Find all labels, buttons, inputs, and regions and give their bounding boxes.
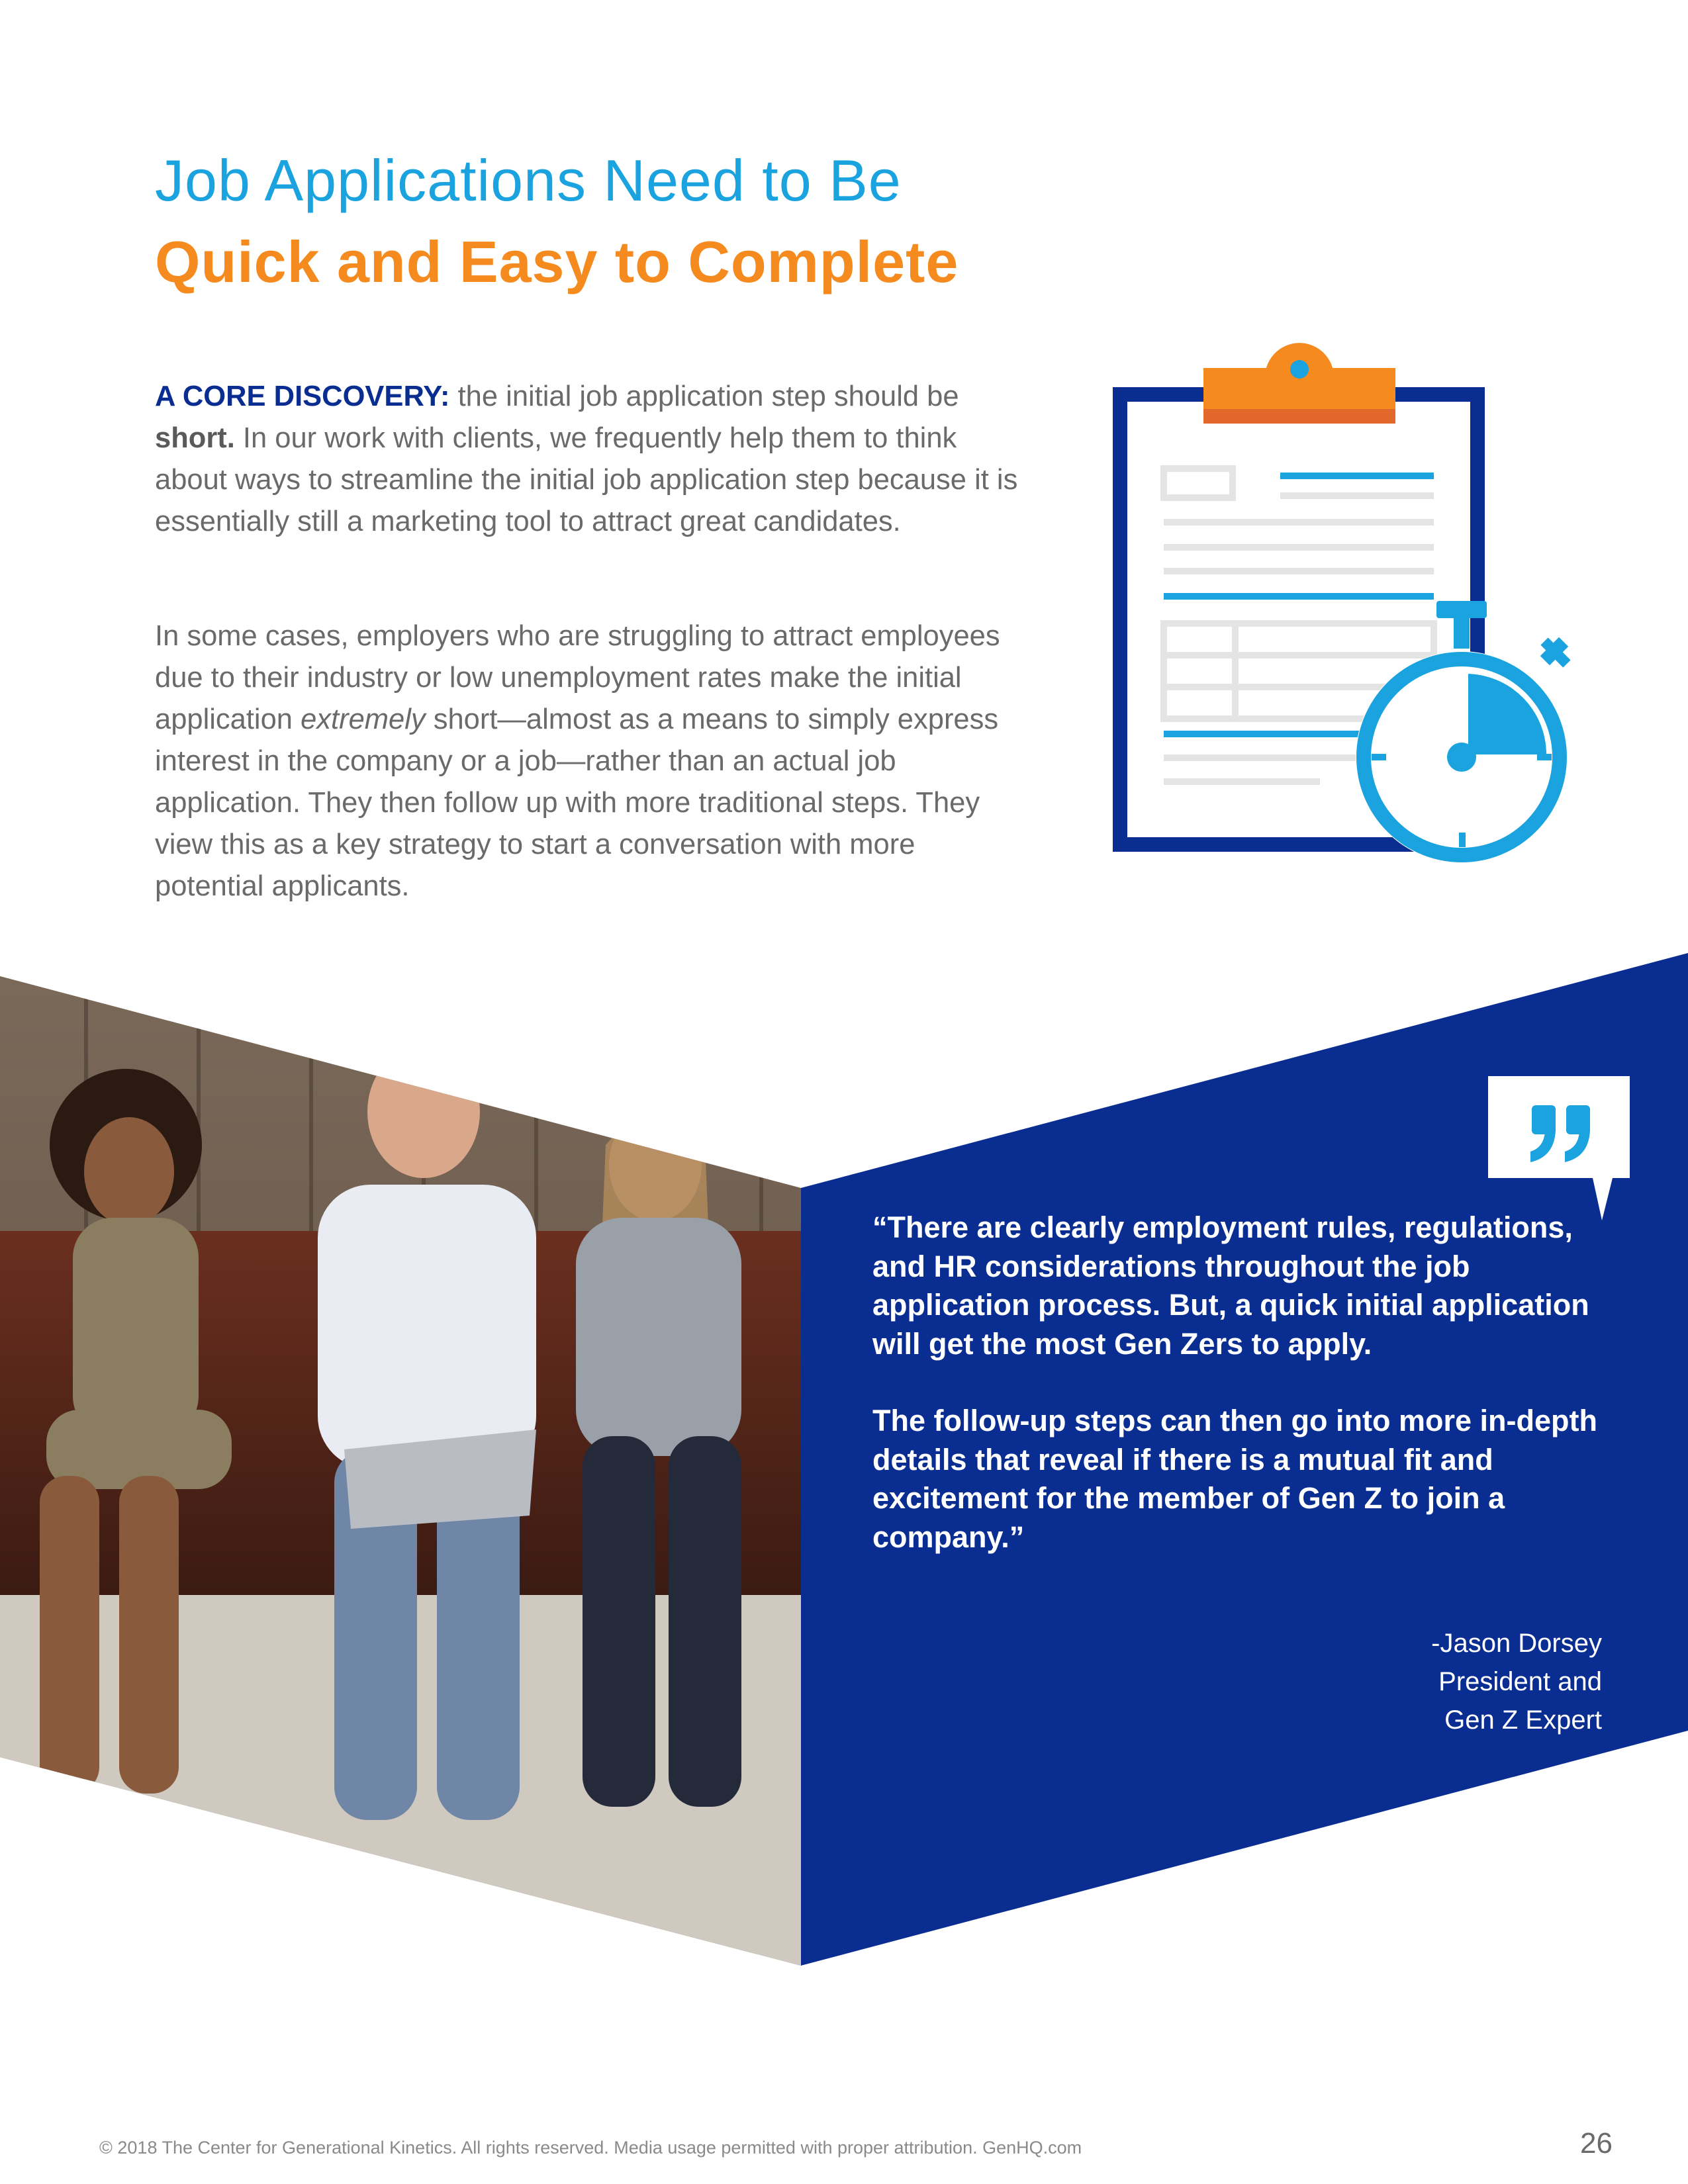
core-discovery-label: A CORE DISCOVERY:	[155, 381, 450, 412]
page-title-line-2: Quick and Easy to Complete	[155, 229, 959, 295]
page-title-line-1: Job Applications Need to Be	[155, 148, 902, 213]
quote-paragraph-2: The follow-up steps can then go into more in-depth details that reveal if there is a mutual fit and excitement for the member of Gen Z to join a company.”	[872, 1404, 1597, 1554]
quote-block	[872, 1208, 1614, 1595]
body-paragraph-2	[155, 615, 1022, 907]
emphasis-short: short.	[155, 422, 235, 454]
attribution-name: -Jason Dorsey	[1431, 1629, 1602, 1658]
quote-attribution	[1431, 1624, 1602, 1739]
paragraph-text: short—almost as a means to simply express interest in the company or a job—rather than an actual job application. They then follow up with more traditional steps. They view this as a key strategy to start a conversation with more potential applicants.	[155, 704, 999, 902]
quote-bubble-icon	[1483, 1071, 1635, 1223]
attribution-title: President and	[1438, 1667, 1602, 1696]
photo-young-people-on-sofa	[0, 946, 801, 1979]
paragraph-text: In some cases, employers who are struggling to attract employees due to their industry or low unemployment rates make the initial application	[155, 620, 1000, 735]
paragraph-text: In our work with clients, we frequently help them to think about ways to streamline the initial job application step because it is essentially still a marketing tool to attract great candidates.	[155, 422, 1018, 537]
quote-paragraph-1: “There are clearly employment rules, regulations, and HR considerations throughout the job application process. But, a quick initial application will get the most Gen Zers to apply.	[872, 1210, 1589, 1361]
footer-copyright: © 2018 The Center for Generational Kinetics. All rights reserved. Media usage permitted with proper attribution. GenHQ.com	[99, 2138, 1082, 2158]
clipboard-stopwatch-illustration	[1112, 336, 1589, 872]
paragraph-text: the initial job application step should be	[449, 381, 959, 412]
page-number: 26	[1580, 2127, 1613, 2160]
attribution-role: Gen Z Expert	[1444, 1706, 1602, 1735]
emphasis-extremely: extremely	[301, 704, 426, 735]
body-paragraph-1	[155, 376, 1022, 543]
